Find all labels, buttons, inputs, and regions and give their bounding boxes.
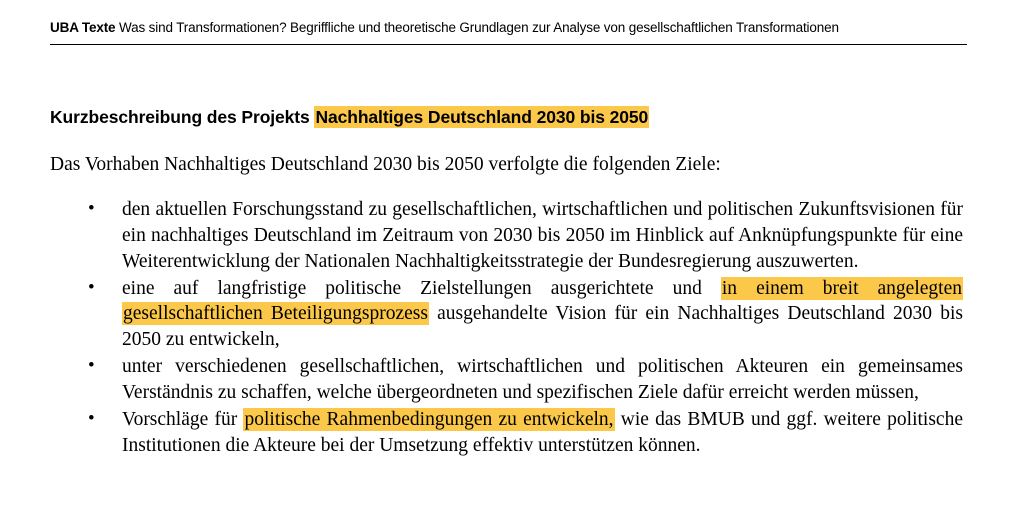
section-heading [50,107,967,128]
list-item-highlight: in einem breit angelegten gesellschaftlichen Beteiligungsprozess [123,277,962,325]
list-item-text-2: wie das BMUB und ggf. weitere politische Institutionen die Akteure bei der Umsetzung effektiv unterstützen können. [122,409,963,457]
header-brand: UBA Texte [50,20,116,35]
list-item-highlight: politische Rahmenbedingungen zu entwickeln, [244,409,614,431]
list-item-text-1: unter verschiedenen gesellschaftlichen, wirtschaftlichen und politischen Akteuren ein gemeinsames Verständnis zu schaffen, welche übergeordneten und spezifischen Ziele dafür erreicht werden müssen, [122,356,963,404]
list-item [50,197,967,275]
list-item [50,354,967,406]
list-item [50,407,967,459]
header-title: Was sind Transformationen? Begriffliche und theoretische Grundlagen zur Analyse von gesellschaftlichen Transformationen [115,20,839,35]
section-heading-plain: Kurzbeschreibung des Projekts [50,106,315,127]
list-item-text-1: den aktuellen Forschungsstand zu gesellschaftlichen, wirtschaftlichen und politischen Zukunftsvisionen für ein nachhaltiges Deutschland im Zeitraum von 2030 bis 2050 im Hinblick auf Anknüpfungspunkte für eine Weiterentwicklung der Nationalen Nachhaltigkeitsstrategie der Bundesregierung auszuwerten. [122,198,963,272]
section-heading-highlight: Nachhaltiges Deutschland 2030 bis 2050 [315,106,649,127]
objectives-list [50,197,967,459]
list-item-text-1: Vorschläge für [122,409,244,431]
list-item [50,276,967,354]
list-item-text-2: ausgehandelte Vision für ein Nachhaltiges Deutschland 2030 bis 2050 zu entwickeln, [122,303,964,351]
running-header [50,18,967,45]
intro-paragraph: Das Vorhaben Nachhaltiges Deutschland 2030 bis 2050 verfolgte die folgenden Ziele: [50,153,721,175]
list-item-text-1: eine auf langfristige politische Zielstellungen ausgerichtete und [122,277,721,299]
